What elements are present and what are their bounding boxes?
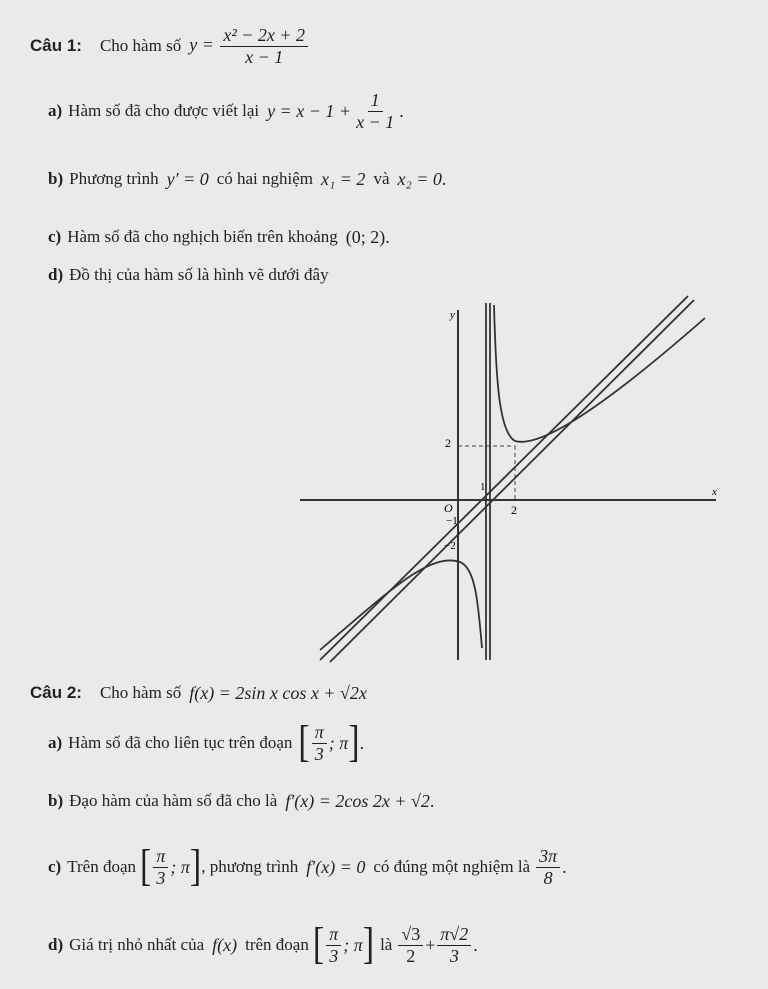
q2-c-answer-num: 3π	[536, 847, 560, 868]
function-numerator: x² − 2x + 2	[220, 26, 308, 47]
q2-d-frac-den: 3	[329, 945, 339, 966]
bracket-close: ]	[362, 920, 375, 969]
part-c-text: Hàm số đã cho nghịch biến trên khoảng	[67, 227, 338, 246]
tick-neg-1: −1	[446, 515, 458, 527]
q2-c-end: .	[562, 856, 567, 877]
function-denominator: x − 1	[245, 46, 284, 67]
q2-a-frac-num: π	[312, 723, 327, 744]
tick-neg-2: −2	[444, 540, 456, 552]
question-2-part-a	[48, 718, 364, 768]
q2-d-term1	[398, 925, 423, 966]
q2-part-d-text: Giá trị nhỏ nhất của	[69, 935, 205, 954]
q2-part-b-letter: b)	[48, 791, 64, 810]
question-2-label: Câu 2:	[30, 683, 82, 702]
part-b-text: Phương trình	[69, 169, 159, 188]
function-lhs: y =	[189, 34, 214, 55]
tick-x-2: 2	[511, 503, 517, 517]
part-b-letter: b)	[48, 169, 64, 188]
q2-part-a-fraction	[312, 723, 327, 764]
q2-c-answer-fraction	[536, 847, 560, 888]
tick-y-2: 2	[445, 436, 451, 450]
question-2-part-b	[48, 788, 434, 814]
q2-d-t2-num: π√2	[437, 925, 471, 946]
q2-part-d-fraction	[326, 925, 341, 966]
q2-c-text-mid: , phương trình	[201, 857, 299, 876]
q2-part-a-text: Hàm số đã cho liên tục trên đoạn	[68, 733, 293, 752]
question-2-header	[30, 678, 367, 708]
question-2-intro: Cho hàm số	[99, 683, 182, 702]
part-a-end: .	[399, 100, 404, 121]
part-d-text: Đồ thị của hàm số là hình vẽ dưới đây	[69, 265, 329, 284]
bracket-close: ]	[348, 718, 360, 767]
part-c-end: .	[385, 226, 390, 247]
part-a-text: Hàm số đã cho được viết lại	[68, 101, 260, 120]
part-b-end: .	[441, 168, 447, 189]
part-a-fraction-denominator: x − 1	[356, 111, 395, 132]
x-axis-label: x	[712, 486, 717, 498]
q2-c-equation: f′(x) = 0	[306, 856, 366, 877]
part-c-letter: c)	[48, 227, 62, 246]
q2-d-term2	[437, 925, 471, 966]
tick-x-1: 1	[480, 481, 486, 493]
q2-d-t1-den: 2	[406, 945, 416, 966]
q2-part-c-fraction	[153, 847, 168, 888]
q2-part-c-text: Trên đoạn	[67, 857, 137, 876]
graph-right-branch	[494, 305, 705, 442]
question-1-intro: Cho hàm số	[99, 36, 182, 55]
bracket-close: ]	[189, 842, 202, 891]
part-c-interval: (0; 2)	[345, 226, 386, 247]
part-b-root-1: x₁ = 2	[321, 168, 366, 189]
q2-part-b-derivative: f′(x) = 2cos 2x + √2	[285, 790, 430, 811]
q2-part-c-letter: c)	[48, 857, 62, 876]
q2-c-interval-tail: ; π	[170, 856, 190, 877]
part-a-expression: y = x − 1 +	[267, 100, 352, 121]
q2-d-is: là	[380, 935, 393, 954]
part-b-and: và	[373, 169, 390, 188]
q2-part-a-letter: a)	[48, 733, 63, 752]
oblique-asymptote-inner	[330, 300, 694, 662]
bracket-open: [	[312, 920, 325, 969]
q2-c-frac-den: 3	[156, 867, 166, 888]
part-a-fraction-numerator: 1	[368, 91, 383, 112]
part-b-equation: y′ = 0	[166, 168, 209, 189]
q2-d-frac-num: π	[326, 925, 341, 946]
y-axis-label: y	[450, 309, 455, 321]
q2-c-text-post: có đúng một nghiệm là	[373, 857, 531, 876]
q2-a-interval-tail: ; π	[328, 732, 349, 753]
part-b-root-2: x₂ = 0	[397, 168, 442, 189]
q2-d-text-mid: trên đoạn	[245, 935, 309, 954]
q2-a-frac-den: 3	[314, 743, 324, 764]
bracket-open: [	[298, 718, 310, 767]
oblique-asymptote	[320, 296, 688, 660]
q2-d-fx: f(x)	[212, 934, 238, 955]
origin-label: O	[444, 501, 453, 515]
question-1-label: Câu 1:	[30, 36, 82, 55]
q2-d-plus: +	[425, 934, 436, 955]
q2-d-end: .	[473, 934, 478, 955]
question-2-part-d	[48, 918, 478, 972]
q2-part-b-text: Đạo hàm của hàm số đã cho là	[69, 791, 278, 810]
part-d-letter: d)	[48, 265, 64, 284]
q2-d-interval-tail: ; π	[343, 934, 363, 955]
bracket-open: [	[140, 842, 152, 891]
part-b-text-mid: có hai nghiệm	[216, 169, 314, 188]
question-2-part-c	[48, 842, 567, 892]
q2-c-answer-den: 8	[543, 867, 553, 888]
part-a-letter: a)	[48, 101, 63, 120]
q2-b-end: .	[429, 790, 435, 811]
q2-a-end: .	[359, 732, 365, 753]
q2-d-t1-num: √3	[398, 925, 423, 946]
q2-c-frac-num: π	[153, 847, 168, 868]
q2-part-d-letter: d)	[48, 935, 64, 954]
question-2-function: f(x) = 2sin x cos x + √2x	[189, 682, 367, 703]
q2-d-t2-den: 3	[449, 945, 459, 966]
